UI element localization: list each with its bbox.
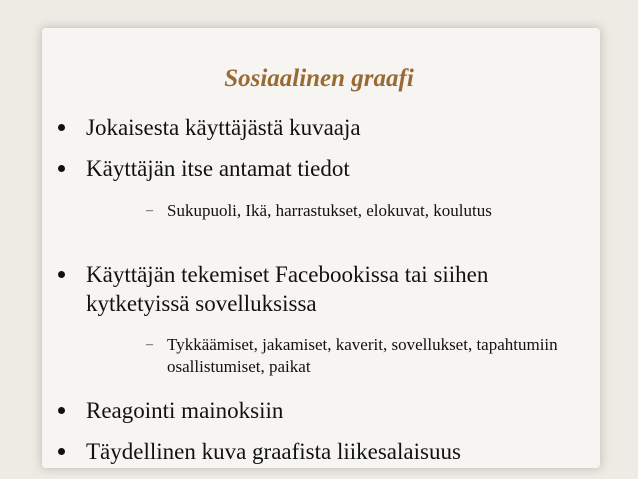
bullet-text: Reagointi mainoksiin: [86, 398, 284, 423]
bullet-text: Jokaisesta käyttäjästä kuvaaja: [86, 115, 361, 140]
sub-bullet-dash: –: [146, 337, 153, 352]
bullet-dot-icon: [58, 448, 65, 455]
sub-bullet-text: Sukupuoli, Ikä, harrastukset, elokuvat, koulutus: [167, 201, 492, 220]
bullet-dot-icon: [58, 124, 65, 131]
bullet-dot-icon: [58, 271, 65, 278]
bullet-text: Käyttäjän tekemiset Facebookissa tai siihen kytketyissä sovelluksissa: [86, 262, 489, 316]
bullet-dot-icon: [58, 407, 65, 414]
bullet-dot-icon: [58, 165, 65, 172]
bullet-text: Käyttäjän itse antamat tiedot: [86, 156, 350, 181]
slide-title: Sosiaalinen graafi: [224, 65, 414, 92]
bullet-text: Täydellinen kuva graafista liikesalaisuus: [86, 439, 461, 464]
sub-bullet-dash: –: [146, 203, 153, 218]
sub-bullet-text: Tykkäämiset, jakamiset, kaverit, sovellukset, tapahtumiin osallistumiset, paikat: [167, 335, 558, 376]
